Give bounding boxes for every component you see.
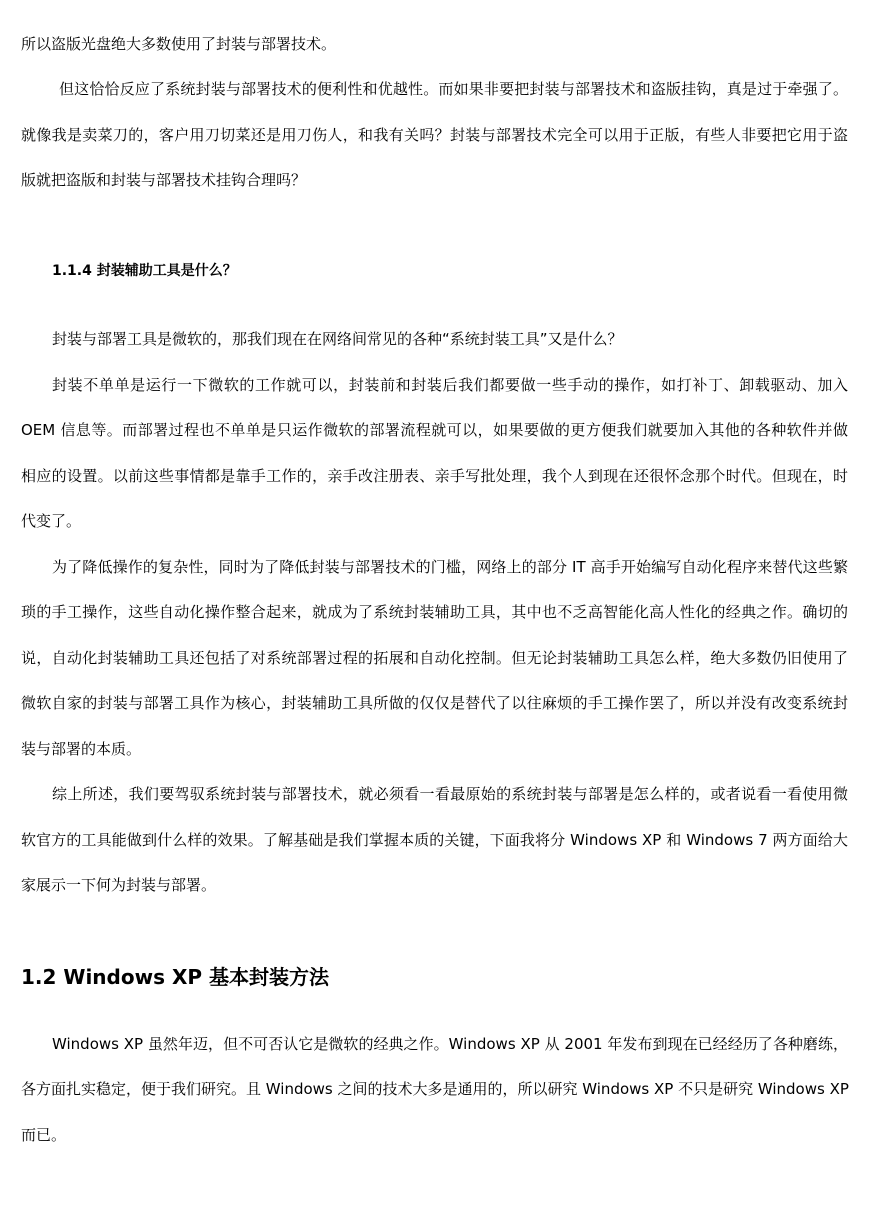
paragraph-line: 而已。 [21,1126,67,1144]
paragraph-line: 版就把盗版和封装与部署技术挂钩合理吗？ [21,171,307,189]
section-heading-1-1-4: 1.1.4 封装辅助工具是什么？ [52,263,237,279]
paragraph-line: 装与部署的本质。 [21,740,142,758]
paragraph-line: 微软自家的封装与部署工具作为核心，封装辅助工具所做的仅仅是替代了以往麻烦的手工操作罢了，所以并没有改变系统封 [21,694,848,712]
section-heading-1-2: 1.2 Windows XP 基本封装方法 [21,965,329,989]
paragraph-line: 代变了。 [21,512,82,530]
paragraph-line: 琐的手工操作，这些自动化操作整合起来，就成为了系统封装辅助工具，其中也不乏高智能化高人性化的经典之作。确切的 [21,603,848,621]
paragraph-line: 家展示一下何为封装与部署。 [21,876,217,894]
paragraph-line: Windows XP 虽然年迈，但不可否认它是微软的经典之作。Windows XP 从 2001 年发布到现在已经经历了各种磨练， [52,1035,848,1053]
paragraph-line: 所以盗版光盘绝大多数使用了封装与部署技术。 [21,35,337,53]
paragraph-line: 为了降低操作的复杂性，同时为了降低封装与部署技术的门槛，网络上的部分 IT 高手开始编写自动化程序来替代这些繁 [52,558,848,576]
paragraph-line: 综上所述，我们要驾驭系统封装与部署技术，就必须看一看最原始的系统封装与部署是怎么样的，或者说看一看使用微 [52,785,848,803]
paragraph-line: 说，自动化封装辅助工具还包括了对系统部署过程的拓展和自动化控制。但无论封装辅助工具怎么样，绝大多数仍旧使用了 [21,649,848,667]
paragraph-line: OEM 信息等。而部署过程也不单单是只运作微软的部署流程就可以，如果要做的更方便我们就要加入其他的各种软件并做 [21,421,848,439]
paragraph-line: 封装与部署工具是微软的，那我们现在在网络间常见的各种“系统封装工具”又是什么？ [52,330,623,348]
paragraph-line: 各方面扎实稳定，便于我们研究。且 Windows 之间的技术大多是通用的，所以研究 Windows XP 不只是研究 Windows XP [21,1080,849,1098]
paragraph-line: 软官方的工具能做到什么样的效果。了解基础是我们掌握本质的关键，下面我将分 Windows XP 和 Windows 7 两方面给大 [21,831,848,849]
paragraph-line: 就像我是卖菜刀的，客户用刀切菜还是用刀伤人，和我有关吗？封装与部署技术完全可以用于正版，有些人非要把它用于盗 [21,126,848,144]
paragraph-line: 相应的设置。以前这些事情都是靠手工作的，亲手改注册表、亲手写批处理，我个人到现在还很怀念那个时代。但现在，时 [21,467,848,485]
paragraph-line: 封装不单单是运行一下微软的工作就可以，封装前和封装后我们都要做一些手动的操作，如打补丁、卸载驱动、加入 [52,376,848,394]
paragraph-line: 但这恰恰反应了系统封装与部署技术的便利性和优越性。而如果非要把封装与部署技术和盗版挂钩，真是过于牵强了。 [59,80,848,98]
